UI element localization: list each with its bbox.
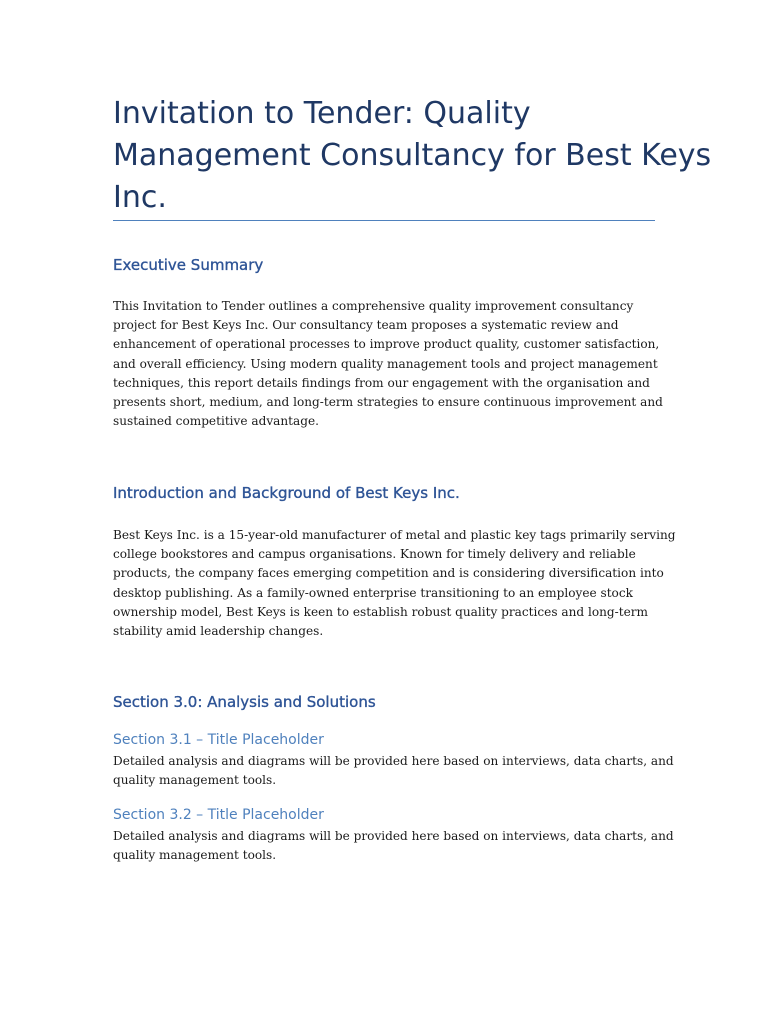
paragraph-line: and overall efficiency. Using modern quality management tools and project management xyxy=(113,356,658,371)
paragraph-line: Detailed analysis and diagrams will be provided here based on interviews, data charts, and xyxy=(113,754,674,768)
paragraph-line: ownership model, Best Keys is keen to establish robust quality practices and long-term xyxy=(113,604,648,619)
paragraph-line: presents short, medium, and long-term strategies to ensure continuous improvement and xyxy=(113,395,663,410)
introduction-heading: Introduction and Background of Best Keys Inc. xyxy=(113,484,460,502)
executive-summary-paragraph xyxy=(113,297,663,431)
paragraph-line: Best Keys Inc. is a 15-year-old manufacturer of metal and plastic key tags primarily serving xyxy=(113,528,676,542)
paragraph-line: techniques, this report details findings from our engagement with the organisation and xyxy=(113,375,650,390)
paragraph-line: This Invitation to Tender outlines a comprehensive quality improvement consultancy xyxy=(113,299,634,313)
document-title xyxy=(113,93,712,219)
paragraph-line: desktop publishing. As a family-owned enterprise transitioning to an employee stock xyxy=(113,585,633,600)
subsection-3-2-paragraph xyxy=(113,827,674,865)
document-title-line: Inc. xyxy=(113,180,167,215)
paragraph-line: college bookstores and campus organisations. Known for timely delivery and reliable xyxy=(113,547,636,562)
document-title-line: Management Consultancy for Best Keys xyxy=(113,138,712,173)
executive-summary-heading: Executive Summary xyxy=(113,256,264,274)
subsection-3-2-heading: Section 3.2 – Title Placeholder xyxy=(113,807,324,823)
paragraph-line: products, the company faces emerging competition and is considering diversification into xyxy=(113,566,664,581)
paragraph-line: sustained competitive advantage. xyxy=(113,414,319,429)
subsection-3-1-paragraph xyxy=(113,752,674,790)
title-divider xyxy=(113,220,655,221)
introduction-paragraph xyxy=(113,526,676,641)
document-title-line: Invitation to Tender: Quality xyxy=(113,96,531,131)
paragraph-line: enhancement of operational processes to improve product quality, customer satisfaction, xyxy=(113,337,660,352)
paragraph-line: quality management tools. xyxy=(113,773,277,788)
analysis-heading: Section 3.0: Analysis and Solutions xyxy=(113,693,376,711)
subsection-3-1-heading: Section 3.1 – Title Placeholder xyxy=(113,732,324,748)
paragraph-line: stability amid leadership changes. xyxy=(113,624,324,639)
paragraph-line: Detailed analysis and diagrams will be provided here based on interviews, data charts, and xyxy=(113,829,674,843)
paragraph-line: quality management tools. xyxy=(113,848,277,863)
paragraph-line: project for Best Keys Inc. Our consultancy team proposes a systematic review and xyxy=(113,318,619,333)
